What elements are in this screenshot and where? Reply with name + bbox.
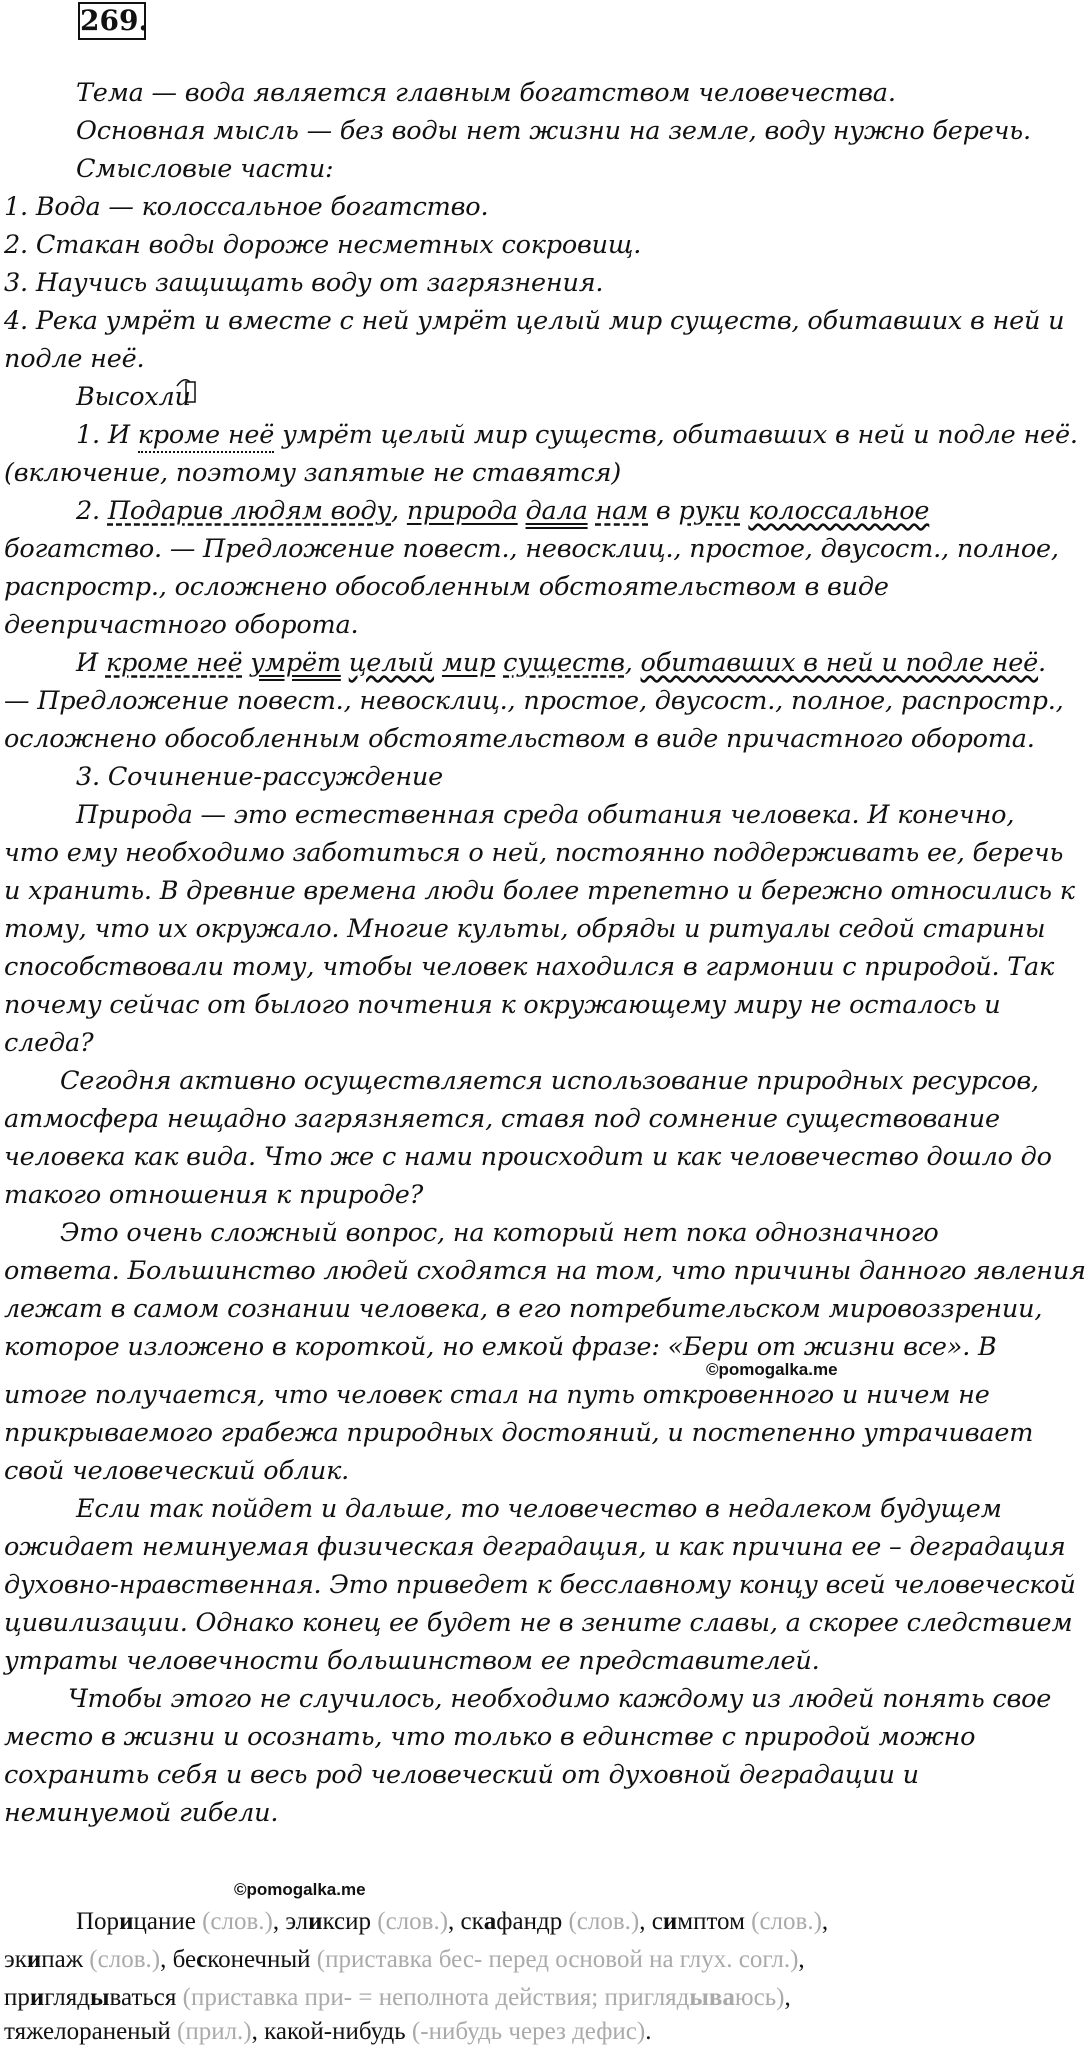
essay-line: утраты человечности большинством ее представителей. (4, 1646, 820, 1676)
vocab-note: ю (734, 1984, 754, 2011)
word-vysokhli: Высохли (76, 382, 191, 412)
essay-line: Природа — это естественная среда обитания человека. И конечно, (76, 800, 1015, 830)
essay-line: итоге получается, что человек стал на путь откровенного и ничем не (4, 1380, 990, 1410)
subject: мир (441, 648, 496, 678)
exercise-number: 269. (78, 2, 146, 40)
predicate: умрёт (250, 648, 341, 678)
text-line: 3. Научись защищать воду от загрязнения. (4, 268, 604, 298)
vocab-line (4, 1984, 791, 2012)
text-line: 2. Стакан воды дороже несметных сокровищ. (4, 230, 642, 260)
predicate: дала (525, 496, 588, 526)
essay-line: ожидает неминуемая физическая деградация, и как причина ее – деградация (4, 1532, 1066, 1562)
text-line: подле неё. (4, 344, 145, 374)
essay-line: такого отношения к природе? (4, 1180, 424, 1210)
highlighted-letter: и (29, 1984, 45, 2011)
highlighted-letter: а (483, 1908, 497, 1935)
essay-line: атмосфера нещадно загрязняется, ставя под сомнение существование (4, 1104, 1000, 1134)
vocab-word: , эл (272, 1908, 309, 1935)
vocab-word: конечный (207, 1946, 317, 1973)
essay-line: сохранить себя и весь род человеческий от духовной деградации и (4, 1760, 919, 1790)
essay-line: тому, что их окружало. Многие культы, обряды и ритуалы седой старины (4, 914, 1046, 944)
essay-line: неминуемой гибели. (4, 1798, 279, 1828)
vocab-note: (слов.) (751, 1908, 822, 1935)
object: нам (595, 496, 649, 526)
text-line: Тема — вода является главным богатством человечества. (76, 78, 896, 108)
vocab-word: гляд (44, 1984, 90, 2011)
vocab-word: , бе (160, 1946, 197, 1973)
vocab-word: , ск (448, 1908, 484, 1935)
essay-line: что ему необходимо заботиться о ней, постоянно поддерживать ее, беречь (4, 838, 1064, 868)
dotted-underlined-phrase: кроме неё (138, 420, 274, 453)
vocab-word: ваться (109, 1984, 183, 2011)
text-line: — Предложение повест., невосклиц., простое, двусост., полное, распростр., (4, 686, 1064, 716)
vocab-word: , (784, 1984, 791, 2011)
vocab-word: Пор (76, 1908, 120, 1935)
vocab-note: (-нибудь через дефис) (411, 2018, 646, 2045)
vocab-word: эк (4, 1946, 27, 1973)
essay-line: человека как вида. Что же с нами происходит и как человечество дошло до (4, 1142, 1052, 1172)
vocab-line (4, 1946, 805, 1974)
highlighted-letter: и (119, 1908, 134, 1935)
essay-line: почему сейчас от былого почтения к окружающему миру не осталось и (4, 990, 1001, 1020)
essay-line: Сегодня активно осуществляется использование природных ресурсов, (60, 1066, 1039, 1096)
watermark: ©pomogalka.me (234, 1880, 366, 1899)
highlighted-letter: с (196, 1946, 208, 1973)
text-line: (включение, поэтому запятые не ставятся) (4, 458, 622, 488)
ending-box-icon (176, 376, 196, 404)
vocab-note: (слов.) (568, 1908, 640, 1935)
vocab-word: цание (133, 1908, 203, 1935)
attribute: колоссальное (748, 496, 930, 526)
essay-line: Если так пойдет и дальше, то человечество в недалеком будущем (76, 1494, 1002, 1524)
essay-line: которое изложено в короткой, но емкой фразе: «Бери от жизни все». В (4, 1332, 997, 1362)
essay-line: ответа. Большинство людей сходятся на том, что причины данного явления (4, 1256, 1086, 1286)
participle-phrase: обитавших в ней и подле неё (640, 648, 1039, 678)
vocab-word: , (821, 1908, 829, 1935)
text-line: 1. Вода — колоссальное богатство. (4, 192, 489, 222)
vocab-word: паж (41, 1946, 90, 1973)
object: руки (678, 496, 741, 526)
highlighted-letter: и (662, 1908, 678, 1935)
vocab-word: , с (639, 1908, 663, 1935)
vocab-note: сь) (753, 1984, 785, 2011)
text-line: Смысловые части: (76, 154, 334, 184)
essay-line: следа? (4, 1028, 94, 1058)
adverbial-participle-phrase: Подарив людям воду (107, 496, 392, 526)
essay-heading: 3. Сочинение-рассуждение (76, 762, 444, 792)
vocab-note: (приставка бес- перед основой на глух. согл.) (316, 1946, 799, 1973)
essay-line: и хранить. В древние времена люди более трепетно и бережно относились к (4, 876, 1075, 906)
vocab-note: (слов.) (377, 1908, 449, 1935)
vocab-word: фандр (496, 1908, 569, 1935)
highlighted-letter: ы (89, 1984, 110, 2011)
text-line: деепричастного оборота. (4, 610, 359, 640)
vocab-word: , какой-нибудь (251, 2018, 412, 2045)
vocab-word: . (645, 2018, 652, 2045)
text-line: богатство. — Предложение повест., невосклиц., простое, двусост., полное, (4, 534, 1059, 564)
subject: природа (406, 496, 518, 526)
adverbial-phrase: кроме неё (105, 648, 243, 678)
essay-line: свой человеческий облик. (4, 1456, 350, 1486)
sentence-2: 2. Подарив людям воду, природа дала нам в руки колоссальное (76, 496, 930, 526)
text-line: распростр., осложнено обособленным обстоятельством в виде (4, 572, 889, 602)
vocab-note: ыва (689, 1984, 735, 2011)
attribute: целый (348, 648, 435, 678)
essay-line: способствовали тому, чтобы человек находился в гармонии с природой. Так (4, 952, 1055, 982)
vocab-line (76, 1908, 828, 1936)
watermark: ©pomogalka.me (706, 1360, 838, 1379)
vocab-word: ксир (322, 1908, 378, 1935)
vocab-note: (слов.) (202, 1908, 273, 1935)
sentence-3: И кроме неё умрёт целый мир существ, обитавших в ней и подле неё. (76, 648, 1046, 678)
vocab-note: (слов.) (89, 1946, 161, 1973)
vocab-note: (прил.) (177, 2018, 252, 2045)
vocab-word: тяжелораненый (4, 2018, 177, 2045)
vocab-word: , (798, 1946, 805, 1973)
essay-line: лежат в самом сознании человека, в его потребительском мировоззрении, (4, 1294, 1043, 1324)
vocab-word: пр (4, 1984, 30, 2011)
morpheme-word (76, 382, 191, 412)
text-line: Основная мысль — без воды нет жизни на земле, воду нужно беречь. (76, 116, 1031, 146)
sentence-1: 1. И кроме неё умрёт целый мир существ, обитавших в ней и подле неё. (76, 420, 1078, 450)
vocab-line (4, 2018, 651, 2046)
text-line: 4. Река умрёт и вместе с ней умрёт целый мир существ, обитавших в ней и (4, 306, 1065, 336)
object: существ (503, 648, 625, 678)
highlighted-letter: и (308, 1908, 323, 1935)
essay-line: Это очень сложный вопрос, на который нет пока однозначного (60, 1218, 939, 1248)
vocab-word: мптом (677, 1908, 752, 1935)
essay-line: место в жизни и осознать, что только в единстве с природой можно (4, 1722, 976, 1752)
vocab-note: (приставка при- = неполнота действия; пригляд (182, 1984, 690, 2011)
essay-line: прикрываемого грабежа природных достояний, и постепенно утрачивает (4, 1418, 1034, 1448)
text-line: осложнено обособленным обстоятельством в виде причастного оборота. (4, 724, 1035, 754)
essay-line: Чтобы этого не случилось, необходимо каждому из людей понять свое (68, 1684, 1052, 1714)
essay-line: духовно-нравственная. Это приведет к бесславному концу всей человеческой (4, 1570, 1076, 1600)
essay-line: цивилизации. Однако конец ее будет не в зените славы, а скорее следствием (4, 1608, 1073, 1638)
highlighted-letter: и (26, 1946, 42, 1973)
